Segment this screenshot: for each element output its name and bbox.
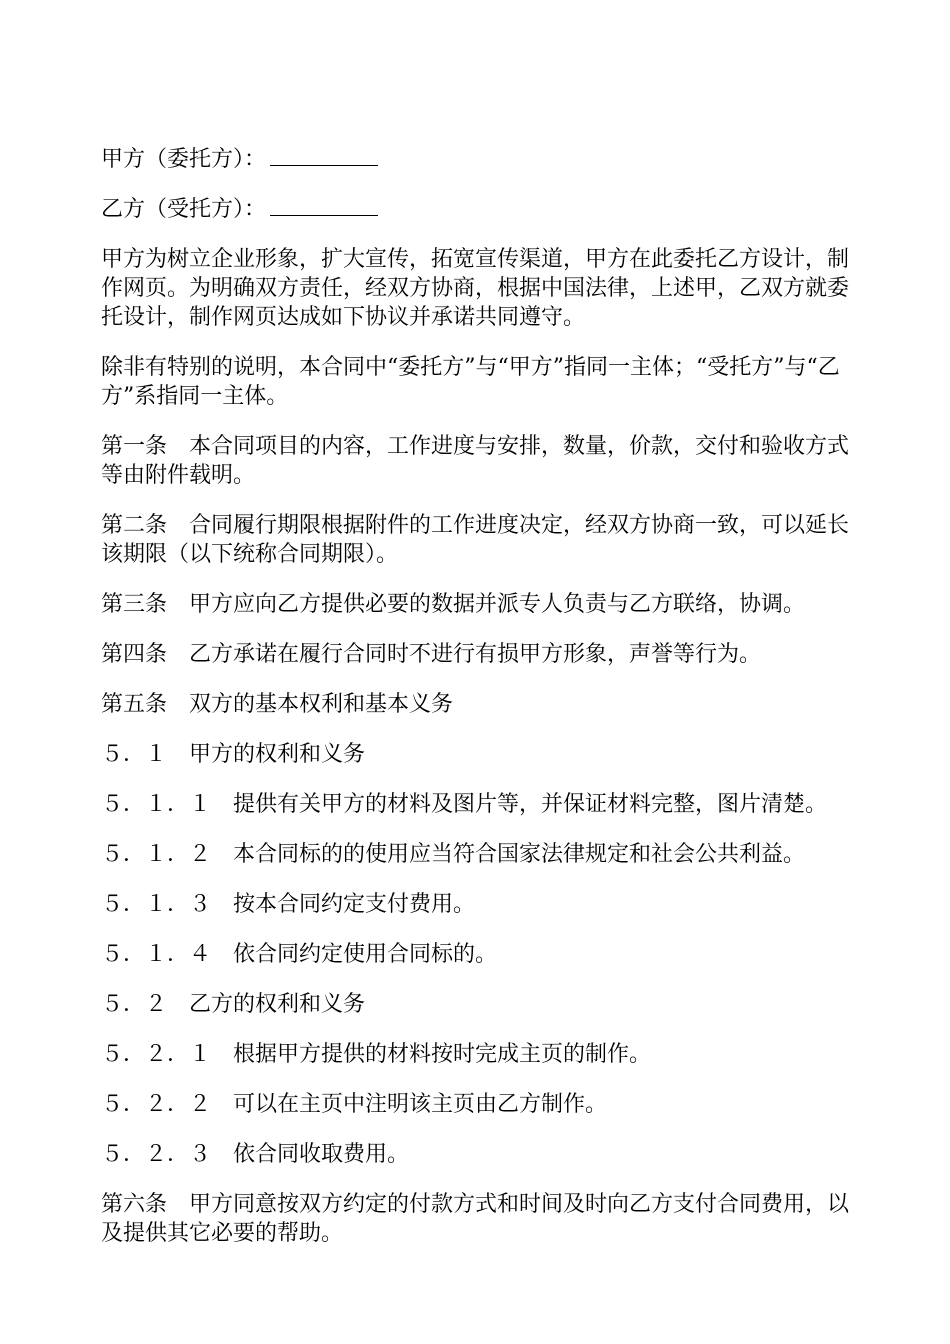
article-6: 第六条 甲方同意按双方约定的付款方式和时间及时向乙方支付合同费用，以及提供其它必要的帮助。 [101,1192,850,1246]
party-a-line [101,145,861,174]
party-b-blank [270,195,378,216]
contract-body [101,145,861,1269]
clause-5-2-1: ５．２．１ 根据甲方提供的材料按时完成主页的制作。 [101,1042,652,1067]
article-2: 第二条 合同履行期限根据附件的工作进度决定，经双方协商一致，可以延长该期限（以下统称合同期限）。 [101,513,850,567]
article-1: 第一条 本合同项目的内容，工作进度与安排，数量，价款，交付和验收方式等由附件载明。 [101,434,850,488]
clause-5-2-3: ５．２．３ 依合同收取费用。 [101,1142,410,1167]
clause-5-1-3: ５．１．３ 按本合同约定支付费用。 [101,892,476,917]
preamble-paragraph: 甲方为树立企业形象，扩大宣传，拓宽宣传渠道，甲方在此委托乙方设计，制作网页。为明确双方责任，经双方协商，根据中国法律，上述甲，乙双方就委托设计，制作网页达成如下协议并承诺共同遵守。 [101,247,850,330]
article-3: 第三条 甲方应向乙方提供必要的数据并派专人负责与乙方联络，协调。 [101,592,806,617]
clause-5-1: ５．１ 甲方的权利和义务 [101,742,366,767]
clause-5-2-2: ５．２．２ 可以在主页中注明该主页由乙方制作。 [101,1092,608,1117]
party-a-label: 甲方（委托方）： [101,147,267,172]
clause-5-1-1: ５．１．１ 提供有关甲方的材料及图片等，并保证材料完整，图片清楚。 [101,792,828,817]
clause-5-2: ５．２ 乙方的权利和义务 [101,992,366,1017]
clause-5-1-2: ５．１．２ 本合同标的的使用应当符合国家法律规定和社会公共利益。 [101,842,806,867]
article-5: 第五条 双方的基本权利和基本义务 [101,692,454,717]
definitions-paragraph: 除非有特别的说明，本合同中“委托方”与“甲方”指同一主体；“受托方”与“乙方”系指同一主体。 [101,355,840,409]
party-b-label: 乙方（受托方）： [101,197,267,222]
party-b-line [101,195,861,224]
party-a-blank [270,145,378,166]
article-4: 第四条 乙方承诺在履行合同时不进行有损甲方形象，声誉等行为。 [101,642,762,667]
clause-5-1-4: ５．１．４ 依合同约定使用合同标的。 [101,942,498,967]
